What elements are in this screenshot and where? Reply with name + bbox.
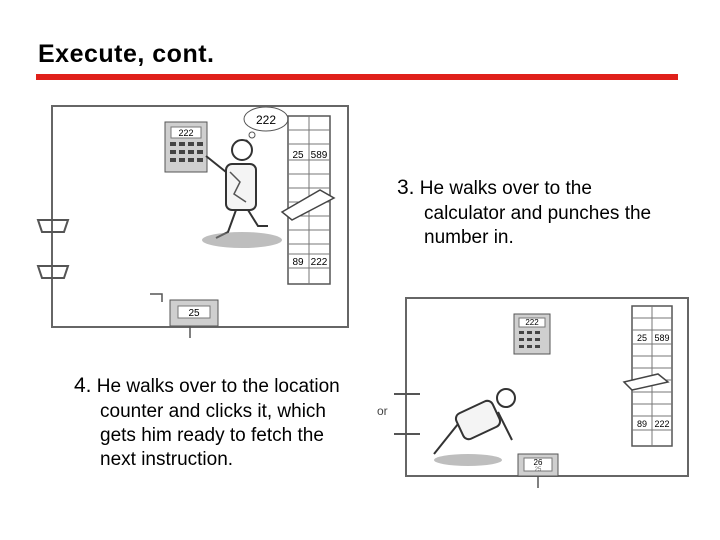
title-underline: [36, 74, 678, 80]
thought-bubble-icon: [244, 107, 288, 144]
mailbox-address-bottom: 89: [292, 257, 304, 268]
step-4-line-1: He walks over to the location: [96, 376, 340, 397]
mailbox-address-bottom: 89: [636, 419, 648, 429]
slide-title: Execute, cont.: [38, 40, 215, 68]
thought-bubble-text: 222: [255, 113, 277, 127]
counter-display-new: 26: [533, 458, 543, 467]
or-label: or: [377, 404, 388, 418]
step-3-number: 3.: [397, 176, 415, 199]
location-counter-icon: [518, 454, 558, 488]
little-man-icon: [202, 140, 282, 248]
calculator-icon: [514, 314, 550, 354]
mailbox-value-top: 589: [654, 333, 670, 343]
calculator-display: 222: [525, 318, 539, 327]
step-3-line-3: number in.: [424, 227, 514, 248]
step-4-line-4: next instruction.: [100, 449, 234, 470]
little-man-icon: [434, 389, 515, 466]
location-counter-icon: [150, 294, 218, 338]
step-3: [397, 176, 592, 201]
step-4-number: 4.: [74, 374, 92, 397]
mailbox-value-bottom: 222: [310, 257, 328, 268]
step-4-line-2: counter and clicks it, which: [100, 401, 326, 422]
figure-calculator-scene: [30, 102, 352, 342]
step-3-line-1: He walks over to the: [419, 178, 592, 199]
mailbox-value-bottom: 222: [654, 419, 670, 429]
figure-counter-scene: [388, 294, 692, 492]
counter-display: 25: [188, 308, 200, 319]
mailbox-value-top: 589: [310, 150, 328, 161]
calculator-icon: [165, 122, 207, 172]
mailbox-address-top: 25: [292, 150, 304, 161]
step-4-line-3: gets him ready to fetch the: [100, 425, 324, 446]
calculator-display: 222: [178, 128, 194, 138]
step-3-line-2: calculator and punches the: [424, 203, 652, 224]
counter-display-old: 25: [534, 467, 542, 473]
step-4: [74, 374, 340, 399]
mailbox-address-top: 25: [636, 333, 648, 343]
